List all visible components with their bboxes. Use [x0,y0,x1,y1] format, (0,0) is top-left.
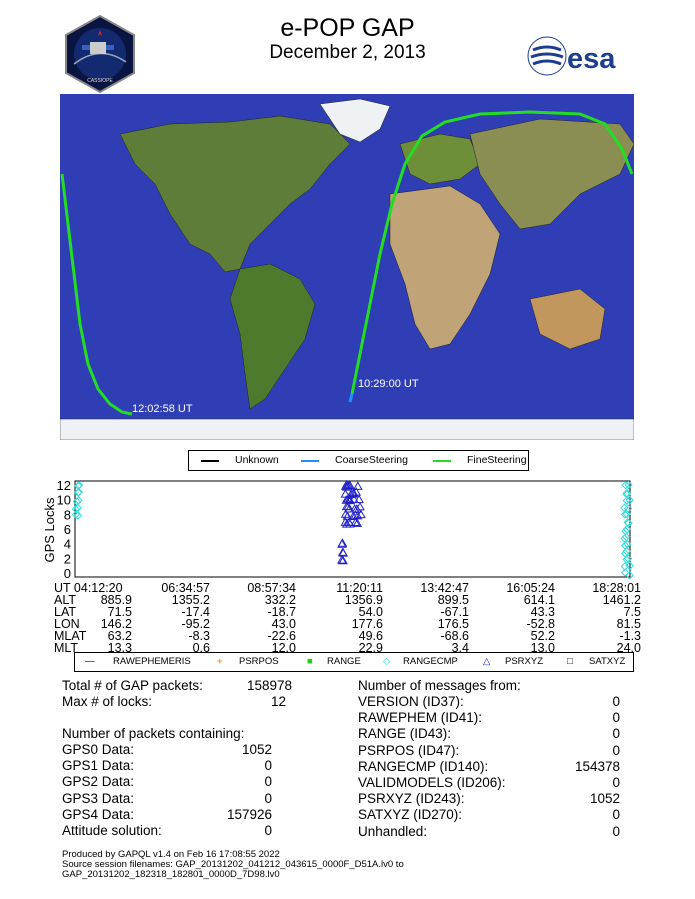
esa-logo-text: esa [567,43,616,75]
max-locks-value: 12 [270,694,286,709]
orbit-value: 52.2 [530,629,555,643]
y-tick-label: 12 [56,478,71,493]
ground-track-coarse [350,394,352,402]
orbit-value: -22.6 [267,629,296,643]
message-type-label: SATXYZ (ID270): [358,807,463,823]
message-type-label: Unhandled: [358,823,428,839]
y-tick-label: 10 [56,492,71,508]
footer-produced-by: Produced by GAPQL v1.4 on Feb 16 17:08:55 2022 [62,849,280,860]
x-tick-4: 13:42:47 [420,581,469,595]
gps-locks-chart [40,478,640,583]
x-tick-3: 11:20:11 [336,581,383,595]
orbit-value: 332.2 [264,593,296,607]
orbit-value: 81.5 [616,617,641,631]
legend-satxyz-symbol: □ [567,656,573,667]
containing-heading: Number of packets containing: [62,726,245,741]
orbit-row-label: MLAT [54,629,87,643]
orbit-value: 146.2 [100,617,132,631]
message-type-label: RANGE (ID43): [358,726,452,742]
legend-psrxyz-symbol: △ [483,656,491,667]
packet-type-label: GPS4 Data: [62,806,135,822]
orbit-value: -1.3 [619,629,641,643]
legend-rawephemeris-label: RAWEPHEMERIS [113,656,191,667]
y-ticks [57,478,71,581]
orbit-value: -8.3 [188,629,210,643]
packet-type-label: GPS2 Data: [62,774,135,790]
orbit-value: 71.5 [107,605,132,619]
orbit-value: 13.3 [107,641,132,655]
message-type-value: 0 [612,823,620,839]
legend-fine-swatch [433,460,451,462]
orbit-value: 13.0 [530,641,555,655]
message-type-value: 0 [612,726,620,742]
x-tick-0: UT 04:12:20 [54,581,123,595]
legend-unknown-label: Unknown [235,454,279,466]
message-type-value: 0 [612,694,620,709]
mission-logo [60,14,140,94]
orbit-value: 899.5 [437,593,469,607]
packet-type-label: GPS1 Data: [62,758,135,774]
message-type-label: VERSION (ID37): [358,694,464,709]
orbit-value: -67.1 [440,605,469,619]
orbit-row-label: LAT [54,605,76,619]
world-map [60,94,634,440]
message-type-value: 0 [612,742,620,758]
total-packets-label: Total # of GAP packets: [62,678,203,693]
orbit-value: 54.0 [358,605,383,619]
legend-range-label: RANGE [327,656,361,667]
legend-psrpos-label: PSRPOS [239,656,279,667]
legend-satxyz-label: SATXYZ [589,656,626,667]
orbit-value: -52.8 [526,617,555,631]
orbit-value: 1461.2 [602,593,641,607]
legend-psrxyz-label: PSRXYZ [505,656,544,667]
footer-source-line1: Source session filenames: GAP_20131202_041212_043615_0000F_D51A.lv0 to [62,859,404,870]
message-type-value: 1052 [589,791,620,807]
message-type-value: 154378 [574,758,620,774]
orbit-value: 3.4 [451,641,469,655]
orbit-value: 614.1 [523,593,555,607]
orbit-value: 22.9 [358,641,383,655]
message-type-legend [74,652,634,672]
legend-rangecmp-label: RANGECMP [403,656,458,667]
packet-type-value: 0 [264,790,272,806]
footer [62,850,662,880]
legend-rawephemeris-symbol: — [85,656,95,667]
message-type-label: PSRXYZ (ID243): [358,791,465,807]
orbit-value: 49.6 [358,629,383,643]
page-title: e-POP GAP [280,14,415,42]
orbit-value: -95.2 [181,617,210,631]
track-start-label: 12:02:58 UT [132,403,193,415]
orbit-value: -18.7 [267,605,296,619]
orbit-value: 43.0 [271,617,296,631]
orbit-value: 1355.2 [171,593,210,607]
orbit-value: 177.6 [351,617,383,631]
steering-legend [188,450,529,471]
packet-type-value: 157926 [226,806,272,822]
orbit-row-label: LON [54,617,80,631]
date-subtitle: December 2, 2013 [269,42,426,63]
message-type-label: RAWEPHEM (ID41): [358,710,483,726]
track-end-label: 10:29:00 UT [358,378,419,390]
legend-coarse-swatch [301,460,319,462]
max-locks-label: Max # of locks: [62,694,153,709]
orbit-value: 12.0 [271,641,296,655]
legend-fine-label: FineSteering [467,454,527,466]
x-tick-2: 08:57:34 [247,581,296,595]
y-axis-label: GPS Locks [42,497,57,563]
orbit-value: 24.0 [616,641,641,655]
orbit-row-mlat [54,630,644,642]
y-tick-label: 4 [63,536,71,552]
packet-type-value: 1052 [241,742,272,757]
x-tick-5: 16:05:24 [506,581,555,595]
orbit-value: 885.9 [100,593,132,607]
legend-unknown-swatch [201,460,219,462]
message-type-label: RANGECMP (ID140): [358,758,489,774]
legend-coarse-label: CoarseSteering [335,454,408,466]
orbit-value: 176.5 [437,617,469,631]
message-type-value: 0 [612,775,620,790]
orbit-parameter-table [54,581,644,655]
y-tick-label: 2 [63,551,71,567]
orbit-row-label: MLT [54,641,79,655]
esa-logo [527,34,633,78]
orbit-value: 1356.9 [344,593,383,607]
orbit-value: -17.4 [181,605,210,619]
orbit-value: -68.6 [440,629,469,643]
x-tick-6: 18:28:01 [592,581,641,595]
packet-type-label: GPS3 Data: [62,790,135,806]
orbit-row-label: ALT [54,593,76,607]
message-type-label: VALIDMODELS (ID206): [358,775,506,790]
packet-type-value: 0 [264,758,272,774]
message-type-value: 0 [612,807,620,823]
orbit-value: 43.3 [530,605,555,619]
orbit-value: 7.5 [623,605,641,619]
legend-psrpos-symbol: + [217,656,223,667]
orbit-row-lat [54,606,644,618]
y-tick-label: 6 [63,522,71,537]
packet-type-label: Attitude solution: [62,823,162,838]
y-tick-label: 0 [63,566,71,581]
orbit-value: 63.2 [107,629,132,643]
message-type-value: 0 [612,710,620,726]
mission-logo-text: CASSIOPE [87,78,113,84]
legend-range-symbol: ■ [307,656,313,667]
x-tick-1: 06:34:57 [161,581,210,595]
total-packets-value: 158978 [246,678,292,693]
orbit-row-lon [54,618,644,630]
orbit-value: 0.6 [192,641,210,655]
packet-type-value: 0 [264,823,272,838]
messages-heading: Number of messages from: [358,678,521,693]
orbit-row-alt [54,594,644,606]
legend-rangecmp-symbol: ◇ [383,656,391,667]
y-tick-label: 8 [63,507,71,523]
packet-type-value: 0 [264,774,272,790]
packet-type-label: GPS0 Data: [62,742,135,757]
footer-source-line2: GAP_20131202_182318_182801_0000D_7D98.lv0 [62,869,280,880]
message-type-label: PSRPOS (ID47): [358,742,460,758]
